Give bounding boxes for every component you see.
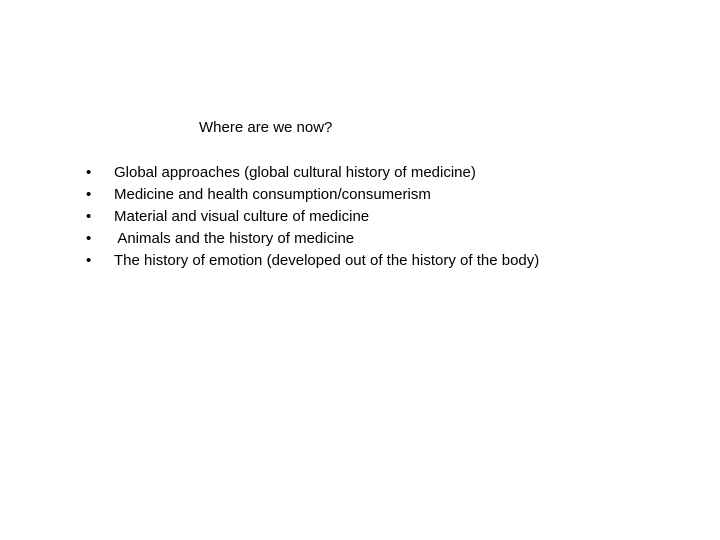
bullet-list [86,162,539,272]
bullet-item [86,162,539,184]
bullet-icon: • [86,186,92,203]
slide-title: Where are we now? [199,119,333,136]
bullet-text: Animals and the history of medicine [114,230,355,247]
bullet-item [86,228,539,250]
bullet-text: Medicine and health consumption/consumerism [114,186,431,203]
bullet-text: Material and visual culture of medicine [114,208,370,225]
bullet-text: Global approaches (global cultural history of medicine) [114,164,476,181]
bullet-icon: • [86,208,92,225]
bullet-item [86,184,539,206]
bullet-item [86,250,539,272]
bullet-text: The history of emotion (developed out of the history of the body) [114,252,540,269]
bullet-item [86,206,539,228]
bullet-icon: • [86,252,92,269]
bullet-icon: • [86,164,92,181]
bullet-icon: • [86,230,92,247]
